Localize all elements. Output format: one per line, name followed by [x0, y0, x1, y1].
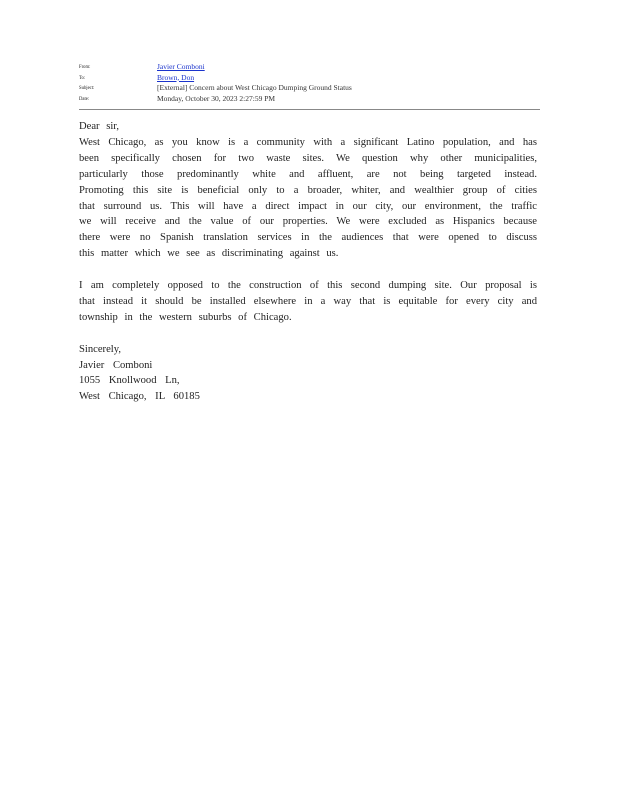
signature-street: 1055 Knollwood Ln,	[79, 375, 180, 387]
paragraph-spacer	[79, 326, 537, 342]
header-date-row	[79, 94, 539, 105]
subject-label: Subject:	[79, 85, 95, 91]
subject-value: [External] Concern about West Chicago Dumping Ground Status	[157, 83, 352, 92]
closing: Sincerely,	[79, 343, 121, 355]
paragraph-line: been specifically chosen for two waste sites. We question why other municipalities,	[79, 152, 537, 164]
signature-name: Javier Comboni	[79, 359, 153, 371]
paragraph-line: that surround us. This will have a direct impact in our city, our environment, the traffic	[79, 200, 537, 212]
paragraph-2	[79, 278, 537, 326]
sender-link[interactable]: Javier Comboni	[157, 62, 205, 71]
paragraph-1	[79, 135, 537, 262]
header-to-row	[79, 73, 539, 84]
header-divider	[79, 109, 540, 110]
signature-block	[79, 358, 537, 406]
signature-city: West Chicago, IL 60185	[79, 391, 200, 403]
email-body	[79, 119, 537, 405]
header-from-row	[79, 62, 539, 73]
paragraph-line: we will receive and the value of our properties. We were excluded as Hispanics because	[79, 216, 537, 228]
from-label: From:	[79, 64, 91, 70]
recipient-link[interactable]: Brown, Don	[157, 72, 195, 82]
email-header	[79, 62, 539, 104]
paragraph-spacer	[79, 262, 537, 278]
paragraph-line: Promoting this site is beneficial only to a broader, whiter, and wealthier group of cities	[79, 184, 537, 196]
paragraph-line: this matter which we see as discriminating against us.	[79, 248, 339, 260]
paragraph-line: that instead it should be installed elsewhere in a way that is equitable for every city and	[79, 295, 537, 307]
paragraph-line: I am completely opposed to the construction of this second dumping site. Our proposal is	[79, 280, 537, 292]
date-label: Date:	[79, 95, 90, 102]
header-subject-row	[79, 83, 539, 94]
to-label: To:	[79, 74, 86, 81]
date-value: Monday, October 30, 2023 2:27:59 PM	[157, 93, 276, 103]
greeting: Dear sir,	[79, 121, 120, 132]
paragraph-line: township in the western suburbs of Chicago.	[79, 311, 292, 323]
paragraph-line: particularly those predominantly white and affluent, are not being targeted instead.	[79, 168, 537, 180]
paragraph-line: there were no Spanish translation services in the audiences that were opened to discuss	[79, 232, 537, 244]
paragraph-line: West Chicago, as you know is a community with a significant Latino population, and has	[79, 136, 537, 148]
